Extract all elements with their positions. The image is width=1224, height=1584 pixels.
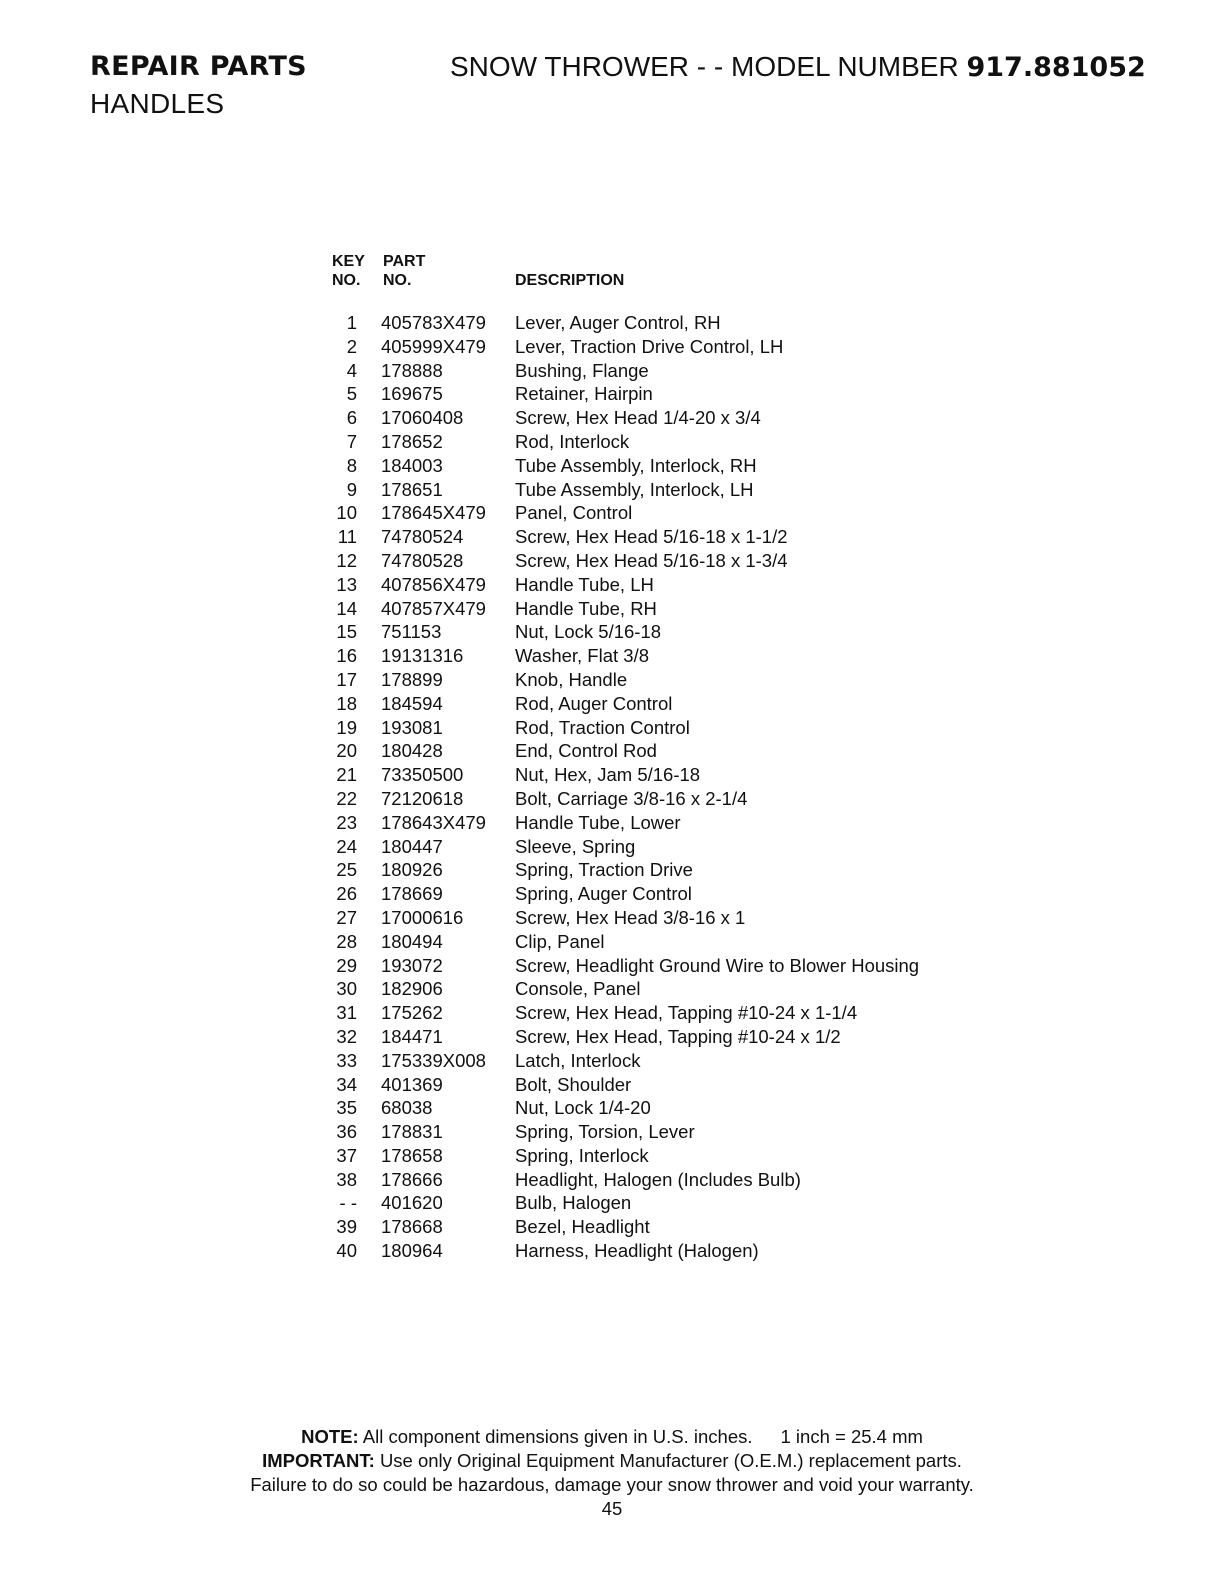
part-no-cell: 178658: [381, 1144, 443, 1166]
table-row: [330, 763, 1030, 787]
key-no-cell: 25: [336, 859, 357, 881]
part-no-cell: 74780524: [381, 526, 464, 548]
key-no-cell: - -: [339, 1192, 357, 1214]
part-no-cell: 184003: [381, 454, 443, 476]
table-row: [330, 858, 1030, 882]
table-row: [330, 430, 1030, 454]
part-no-cell: 19131316: [381, 645, 464, 667]
description-cell: Lever, Auger Control, RH: [515, 312, 721, 333]
part-no-cell: 74780528: [381, 549, 464, 571]
key-no-cell: 34: [336, 1073, 357, 1095]
part-no-cell: 407857X479: [381, 597, 486, 619]
part-no-cell: 178645X479: [381, 502, 486, 524]
key-no-cell: 38: [336, 1168, 357, 1190]
part-no-cell: 178888: [381, 359, 443, 381]
key-no-cell: 28: [336, 930, 357, 952]
part-no-cell: 175262: [381, 1002, 443, 1024]
key-no-cell: 30: [336, 978, 357, 1000]
part-no-cell: 182906: [381, 978, 443, 1000]
table-row: [330, 716, 1030, 740]
key-no-cell: 6: [346, 407, 357, 429]
parts-table: [330, 250, 1030, 1263]
key-no-cell: 15: [336, 621, 357, 643]
description-cell: Screw, Hex Head, Tapping #10-24 x 1-1/4: [515, 1002, 858, 1024]
key-no-cell: 18: [336, 692, 357, 714]
table-row: [330, 573, 1030, 597]
part-no-cell: 178652: [381, 430, 443, 452]
table-row: [330, 1001, 1030, 1025]
description-cell: Latch, Interlock: [515, 1049, 641, 1071]
description-cell: Handle Tube, LH: [515, 573, 654, 595]
description-cell: Handle Tube, Lower: [515, 811, 681, 833]
important-label: IMPORTANT:: [262, 1450, 375, 1471]
table-row: [330, 668, 1030, 692]
table-row: [330, 1239, 1030, 1263]
description-cell: Spring, Auger Control: [515, 883, 692, 905]
page-footer: [0, 1425, 1224, 1521]
part-no-cell: 178666: [381, 1168, 443, 1190]
key-no-cell: 10: [336, 502, 357, 524]
description-cell: Rod, Auger Control: [515, 692, 673, 714]
table-row: [330, 1120, 1030, 1144]
part-no-cell: 73350500: [381, 764, 464, 786]
table-row: [330, 644, 1030, 668]
table-row: [330, 882, 1030, 906]
key-no-cell: 2: [346, 335, 357, 357]
part-no-cell: 193072: [381, 954, 443, 976]
description-cell: Spring, Interlock: [515, 1144, 649, 1166]
part-no-cell: 401369: [381, 1073, 443, 1095]
section-title: HANDLES: [90, 88, 225, 119]
table-row: [330, 1215, 1030, 1239]
description-cell: Panel, Control: [515, 502, 633, 524]
part-no-cell: 180494: [381, 930, 443, 952]
note-label: NOTE:: [301, 1426, 359, 1447]
key-no-cell: 24: [336, 835, 357, 857]
key-no-cell: 29: [336, 954, 357, 976]
key-no-cell: 14: [336, 597, 357, 619]
part-no-cell: 405999X479: [381, 335, 486, 357]
key-no-cell: 16: [336, 645, 357, 667]
header-model-prefix: SNOW THROWER - - MODEL NUMBER: [450, 51, 959, 82]
part-no-cell: 180964: [381, 1240, 443, 1262]
page-header-right: [450, 50, 1146, 85]
key-no-cell: 8: [346, 454, 357, 476]
key-no-header-line2: NO.: [332, 272, 361, 289]
key-no-cell: 9: [346, 478, 357, 500]
table-row: [330, 1049, 1030, 1073]
key-no-cell: 31: [336, 1002, 357, 1024]
table-row: [330, 787, 1030, 811]
table-row: [330, 501, 1030, 525]
table-row: [330, 549, 1030, 573]
table-row: [330, 906, 1030, 930]
description-cell: Screw, Hex Head, Tapping #10-24 x 1/2: [515, 1025, 841, 1047]
key-no-cell: 33: [336, 1049, 357, 1071]
table-row: [330, 1168, 1030, 1192]
key-no-cell: 1: [346, 312, 357, 333]
table-row: [330, 478, 1030, 502]
part-no-header-line1: PART: [383, 253, 426, 270]
description-cell: Bolt, Carriage 3/8-16 x 2-1/4: [515, 787, 748, 809]
description-cell: Retainer, Hairpin: [515, 383, 653, 405]
description-cell: End, Control Rod: [515, 740, 657, 762]
table-row: [330, 620, 1030, 644]
key-no-cell: 39: [336, 1216, 357, 1238]
part-no-cell: 184594: [381, 692, 443, 714]
description-cell: Console, Panel: [515, 978, 641, 1000]
key-no-header-line1: KEY: [332, 253, 365, 270]
description-cell: Rod, Interlock: [515, 430, 630, 452]
table-row: [330, 454, 1030, 478]
table-row: [330, 382, 1030, 406]
table-row: [330, 406, 1030, 430]
page-number: 45: [601, 1498, 623, 1519]
part-no-cell: 178643X479: [381, 811, 486, 833]
key-no-cell: 5: [346, 383, 357, 405]
description-cell: Lever, Traction Drive Control, LH: [515, 335, 784, 357]
part-no-cell: 180926: [381, 859, 443, 881]
repair-parts-title: REPAIR PARTS: [90, 51, 307, 82]
table-row: [330, 597, 1030, 621]
part-no-cell: 405783X479: [381, 312, 486, 333]
key-no-cell: 20: [336, 740, 357, 762]
part-no-cell: 193081: [381, 716, 443, 738]
table-row: [330, 1073, 1030, 1097]
description-cell: Washer, Flat 3/8: [515, 645, 650, 667]
key-no-cell: 27: [336, 906, 357, 928]
part-no-cell: 17000616: [381, 906, 464, 928]
part-no-cell: 180447: [381, 835, 443, 857]
description-cell: Tube Assembly, Interlock, RH: [515, 454, 757, 476]
warning-line: Failure to do so could be hazardous, damage your snow thrower and void your warranty.: [250, 1474, 974, 1495]
description-cell: Rod, Traction Control: [515, 716, 690, 738]
description-cell: Nut, Lock 5/16-18: [515, 621, 662, 643]
table-row: [330, 739, 1030, 763]
part-no-cell: 751153: [381, 621, 442, 643]
description-cell: Screw, Headlight Ground Wire to Blower Housing: [515, 954, 920, 976]
parts-table-body: [330, 311, 1030, 1263]
description-cell: Screw, Hex Head 1/4-20 x 3/4: [515, 407, 761, 429]
note-text: All component dimensions given in U.S. inches.: [362, 1426, 753, 1447]
table-row: [330, 335, 1030, 359]
part-no-cell: 407856X479: [381, 573, 486, 595]
part-no-cell: 178668: [381, 1216, 443, 1238]
table-row: [330, 525, 1030, 549]
description-cell: Knob, Handle: [515, 668, 628, 690]
description-cell: Bushing, Flange: [515, 359, 649, 381]
description-cell: Nut, Lock 1/4-20: [515, 1097, 651, 1119]
table-row: [330, 1025, 1030, 1049]
description-cell: Tube Assembly, Interlock, LH: [515, 478, 754, 500]
table-row: [330, 811, 1030, 835]
key-no-cell: 26: [336, 883, 357, 905]
description-cell: Spring, Torsion, Lever: [515, 1121, 695, 1143]
description-cell: Screw, Hex Head 5/16-18 x 1-3/4: [515, 549, 788, 571]
key-no-cell: 22: [336, 787, 357, 809]
part-no-cell: 17060408: [381, 407, 464, 429]
table-row: [330, 311, 1030, 335]
key-no-cell: 21: [336, 764, 357, 786]
important-text: Use only Original Equipment Manufacturer (O.E.M.) replacement parts.: [379, 1450, 962, 1471]
conversion-text: 1 inch = 25.4 mm: [780, 1426, 923, 1447]
description-cell: Headlight, Halogen (Includes Bulb): [515, 1168, 801, 1190]
key-no-cell: 19: [336, 716, 357, 738]
part-no-cell: 169675: [381, 383, 443, 405]
part-no-cell: 178899: [381, 668, 443, 690]
key-no-cell: 11: [337, 526, 357, 548]
part-no-cell: 178831: [381, 1121, 443, 1143]
description-cell: Bolt, Shoulder: [515, 1073, 632, 1095]
table-row: [330, 977, 1030, 1001]
key-no-cell: 36: [336, 1121, 357, 1143]
key-no-cell: 13: [336, 573, 357, 595]
important-line: [0, 1449, 1224, 1473]
part-no-cell: 178651: [381, 478, 443, 500]
part-no-cell: 72120618: [381, 787, 464, 809]
description-cell: Sleeve, Spring: [515, 835, 636, 857]
table-row: [330, 1144, 1030, 1168]
description-cell: Bulb, Halogen: [515, 1192, 632, 1214]
description-cell: Nut, Hex, Jam 5/16-18: [515, 764, 701, 786]
table-row: [330, 835, 1030, 859]
key-no-cell: 7: [346, 430, 357, 452]
key-no-cell: 40: [336, 1240, 357, 1262]
table-row: [330, 1096, 1030, 1120]
description-cell: Harness, Headlight (Halogen): [515, 1240, 759, 1262]
key-no-cell: 17: [336, 668, 357, 690]
parts-table-header: [330, 250, 1030, 310]
part-no-cell: 401620: [381, 1192, 443, 1214]
part-no-cell: 175339X008: [381, 1049, 486, 1071]
part-no-cell: 178669: [381, 883, 443, 905]
part-no-header-line2: NO.: [383, 272, 412, 289]
table-row: [330, 930, 1030, 954]
description-cell: Bezel, Headlight: [515, 1216, 650, 1238]
part-no-cell: 184471: [381, 1025, 443, 1047]
page-header-left: [90, 50, 307, 124]
description-cell: Screw, Hex Head 3/8-16 x 1: [515, 906, 746, 928]
note-line: [0, 1425, 1224, 1449]
model-number: 917.881052: [966, 52, 1146, 83]
description-cell: Spring, Traction Drive: [515, 859, 693, 881]
key-no-cell: 4: [346, 359, 357, 381]
table-row: [330, 1191, 1030, 1215]
part-no-cell: 180428: [381, 740, 443, 762]
table-row: [330, 359, 1030, 383]
table-row: [330, 692, 1030, 716]
key-no-cell: 32: [336, 1025, 357, 1047]
part-no-cell: 68038: [381, 1097, 433, 1119]
description-cell: Handle Tube, RH: [515, 597, 657, 619]
key-no-cell: 23: [336, 811, 357, 833]
description-cell: Screw, Hex Head 5/16-18 x 1-1/2: [515, 526, 788, 548]
table-row: [330, 954, 1030, 978]
key-no-cell: 37: [336, 1144, 357, 1166]
description-header: DESCRIPTION: [515, 272, 625, 289]
key-no-cell: 35: [336, 1097, 357, 1119]
description-cell: Clip, Panel: [515, 930, 605, 952]
key-no-cell: 12: [336, 549, 357, 571]
